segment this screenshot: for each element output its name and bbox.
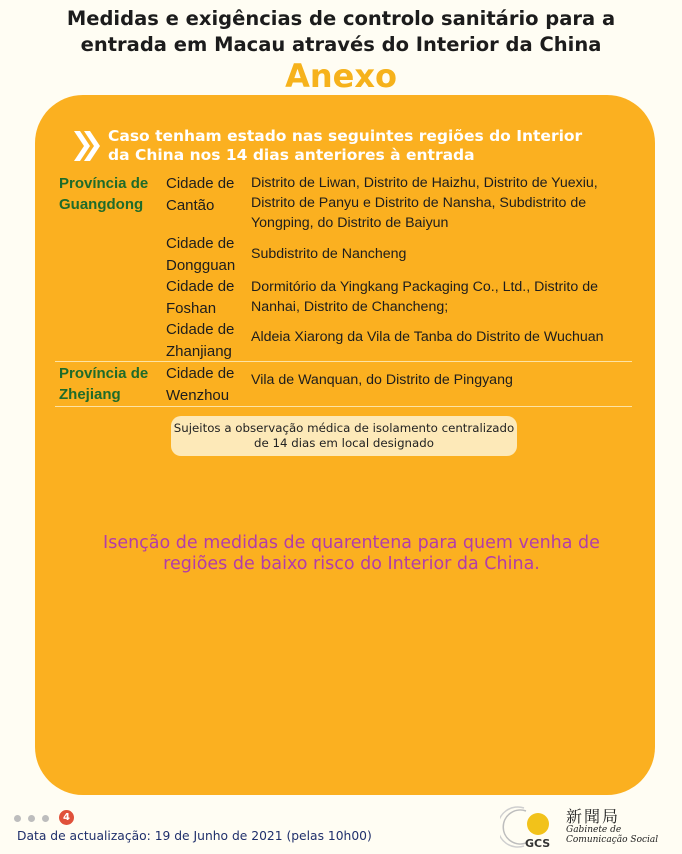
districts-zhanjiang — [251, 327, 631, 347]
city-label-line-2: Foshan — [166, 299, 217, 317]
title-line-1: Medidas e exigências de controlo sanitário para a — [66, 7, 616, 30]
city-label-line-1: Cidade de — [166, 235, 235, 252]
city-zhanjiang — [166, 319, 234, 362]
gcs-logo-mark-icon — [500, 802, 560, 850]
city-label-line-1: Cidade de — [166, 365, 235, 382]
province-zhejiang — [59, 363, 148, 405]
district-line: Aldeia Xiarong da Vila de Tanba do Distrito de Wuchuan — [251, 329, 604, 345]
page-title — [0, 6, 682, 58]
district-line: Distrito de Liwan, Distrito de Haizhu, Distrito de Yuexiu, — [251, 175, 598, 191]
header-line-2: da China nos 14 dias anteriores à entrada — [108, 146, 475, 164]
gcs-mark-text: GCS — [525, 837, 551, 850]
province-label-line-1: Província de — [59, 365, 149, 382]
districts-dongguan — [251, 244, 631, 264]
logo-chinese: 新聞局 — [566, 807, 621, 826]
province-guangdong — [59, 173, 148, 215]
measure-box — [171, 416, 517, 456]
row-divider — [55, 406, 632, 407]
districts-foshan — [251, 277, 631, 317]
city-label-line-2: Zhanjiang — [166, 342, 232, 360]
header-line-1: Caso tenham estado nas seguintes regiões do Interior — [108, 127, 583, 145]
district-line: Subdistrito de Nancheng — [251, 246, 407, 262]
city-label-line-1: Cidade de — [166, 278, 235, 295]
district-line: Nanhai, Distrito de Chancheng; — [251, 299, 449, 315]
city-wenzhou — [166, 363, 234, 406]
logo-line-1: Gabinete de — [566, 825, 622, 835]
logo-line-2: Comunicação Social — [566, 835, 659, 845]
measure-line-1: Sujeitos a observação médica de isolamento centralizado — [173, 421, 515, 435]
province-label-line-1: Província de — [59, 175, 149, 192]
city-label-line-2: Wenzhou — [166, 386, 230, 404]
districts-cantao — [251, 173, 631, 233]
page-dot-1[interactable] — [14, 815, 21, 822]
province-label-line-2: Zhejiang — [59, 386, 121, 403]
title-line-2: entrada em Macau através do Interior da China — [80, 33, 602, 56]
annex-heading: Anexo — [285, 57, 397, 95]
logo-portuguese — [566, 825, 658, 845]
city-label-line-2: Cantão — [166, 196, 215, 214]
district-line: Yongping, do Distrito de Baiyun — [251, 215, 449, 231]
page-dot-3[interactable] — [42, 815, 49, 822]
city-label-line-1: Cidade de — [166, 175, 235, 192]
gcs-logo — [500, 802, 675, 850]
row-divider — [55, 361, 632, 362]
district-line: Distrito de Panyu e Distrito de Nansha, Subdistrito de — [251, 195, 587, 211]
regions-header-text — [108, 127, 628, 165]
measure-line-2: de 14 dias em local designado — [254, 436, 434, 450]
city-cantao — [166, 173, 234, 216]
district-line: Dormitório da Yingkang Packaging Co., Ltd., Distrito de — [251, 279, 598, 295]
page-dot-2[interactable] — [28, 815, 35, 822]
current-page-badge[interactable]: 4 — [59, 810, 74, 825]
double-chevron-right-icon — [72, 129, 102, 163]
city-label-line-1: Cidade de — [166, 321, 235, 338]
exemption-note — [60, 533, 643, 575]
update-date: Data de actualização: 19 de Junho de 2021 (pelas 10h00) — [17, 829, 372, 843]
district-line: Vila de Wanquan, do Distrito de Pingyang — [251, 372, 513, 388]
city-label-line-2: Dongguan — [166, 256, 236, 274]
city-dongguan — [166, 233, 235, 276]
city-foshan — [166, 276, 234, 319]
exemption-line-1: Isenção de medidas de quarentena para quem venha de — [103, 533, 600, 553]
exemption-line-2: regiões de baixo risco do Interior da China. — [163, 554, 540, 574]
province-label-line-2: Guangdong — [59, 196, 144, 213]
districts-wenzhou — [251, 370, 631, 390]
